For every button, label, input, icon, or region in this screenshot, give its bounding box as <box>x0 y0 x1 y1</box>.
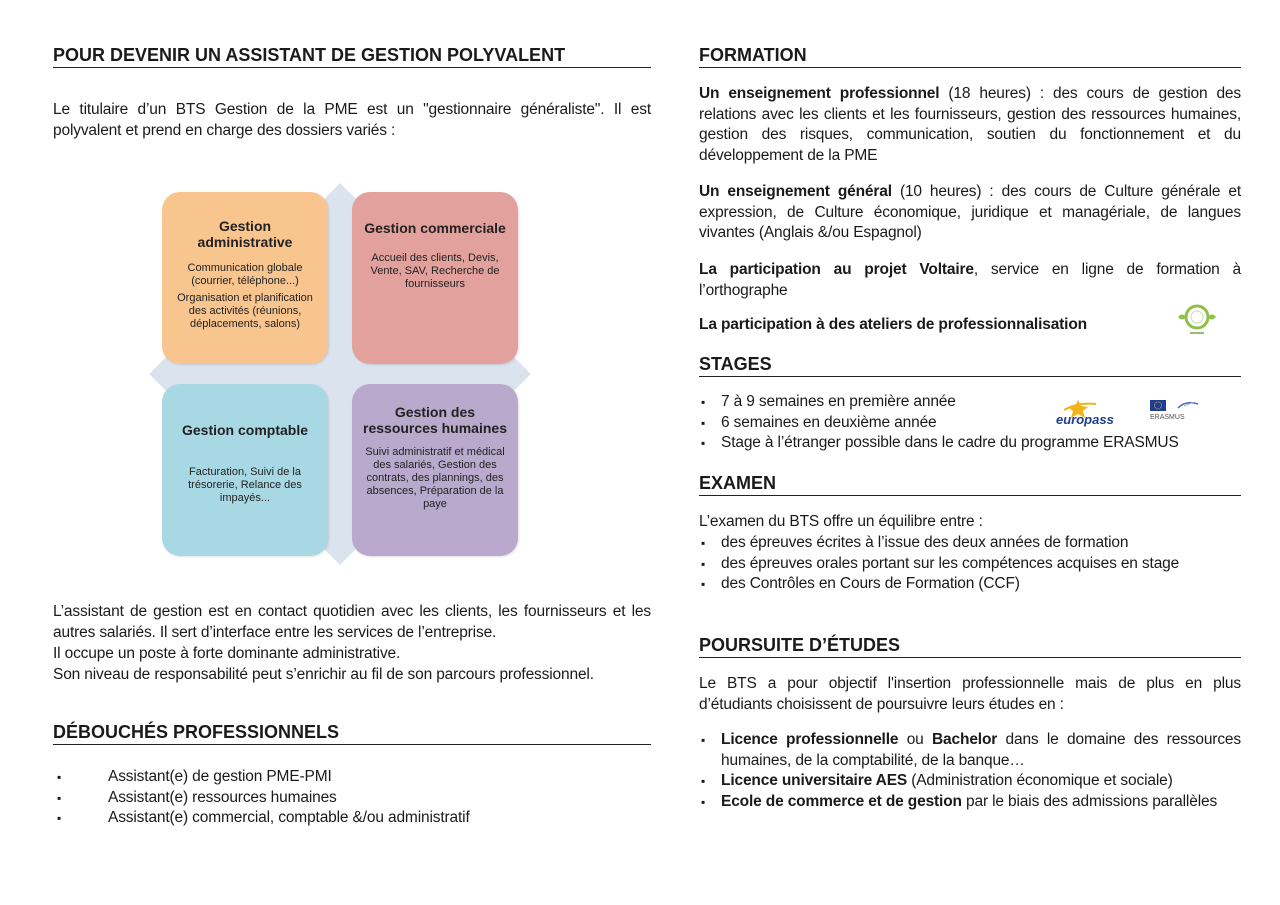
section-title-poursuite: POURSUITE D’ÉTUDES <box>699 634 1241 658</box>
box-title: Gestion des ressources humaines <box>363 404 507 436</box>
europass-logo-icon <box>1052 398 1116 428</box>
list-item <box>699 792 1241 813</box>
debouches-list <box>53 767 651 829</box>
poursuite-list <box>699 730 1241 812</box>
box-text: Accueil des clients, Devis, Vente, SAV, Recherche de fournisseurs <box>370 252 500 290</box>
list-item: ▪ Assistant(e) de gestion PME-PMI <box>53 767 651 788</box>
bachelor-bold: Bachelor <box>932 731 998 748</box>
section-title-devenir: POUR DEVENIR UN ASSISTANT DE GESTION POLYVALENT <box>53 44 651 68</box>
formation-gen-text: (10 heures) : des cours de Culture générale et expression, de Culture économique, juridique et managériale, de langues vivantes (Anglais &/ou Espagnol) <box>699 183 1242 241</box>
box-gestion-rh <box>352 384 518 556</box>
list-item: ▪ Assistant(e) commercial, comptable &/ou administratif <box>53 808 651 829</box>
list-item <box>699 771 1241 792</box>
formation-gen-paragraph <box>699 182 1241 244</box>
section-title-formation: FORMATION <box>699 44 1241 68</box>
formation-pro-bold: Un enseignement professionnel <box>699 85 940 102</box>
box-title: Gestion commerciale <box>364 220 506 236</box>
box-text: Organisation et planification des activités (réunions, déplacements, salons) <box>177 292 313 330</box>
voltaire-bold: La participation au projet Voltaire <box>699 261 974 278</box>
formation-pro-text: (18 heures) : des cours de gestion des relations avec les clients et les fournisseurs, gestion des ressources humaines, gestion des risques, communication, soutien du fonctionnement et du développement de la PME <box>699 85 1241 164</box>
list-item: ▪ 6 semaines en deuxième année <box>699 413 1241 434</box>
licence-pro-bold: Licence professionnelle <box>721 731 899 748</box>
formation-pro-paragraph <box>699 84 1241 166</box>
poursuite-intro: Le BTS a pour objectif l'insertion professionnelle mais de plus en plus d’étudiants choisissent de poursuivre leurs études en : <box>699 675 1241 713</box>
voltaire-paragraph <box>699 260 1241 301</box>
box-text: Communication globale (courrier, téléphone...) <box>187 262 303 287</box>
examen-list <box>699 533 1241 595</box>
box-title: Gestion administrative <box>197 218 293 250</box>
erasmus-logo-icon <box>1150 398 1210 424</box>
list-text: dans le domaine des ressources humaines, de la comptabilité, de la banque… <box>721 731 1241 769</box>
ateliers-paragraph <box>699 315 1241 336</box>
poste-paragraph: Il occupe un poste à forte dominante administrative. <box>53 645 401 662</box>
list-text: ou <box>898 731 933 748</box>
intro-paragraph: Le titulaire d’un BTS Gestion de la PME est un "gestionnaire généraliste". Il est polyvalent et prend en charge des dossiers variés : <box>53 101 651 139</box>
contact-paragraph: L’assistant de gestion est en contact quotidien avec les clients, les fournisseurs et les autres salariés. Il sert d’interface entre les services de l’entreprise. <box>53 603 651 641</box>
list-item: ▪ des épreuves orales portant sur les compétences acquises en stage <box>699 554 1241 575</box>
box-text: Suivi administratif et médical des salariés, Gestion des contrats, des plannings, des absences, Préparation de la paye <box>365 446 505 510</box>
europass-text: europass <box>1056 412 1114 427</box>
examen-intro: L’examen du BTS offre un équilibre entre : <box>699 513 983 530</box>
list-text: par le biais des admissions parallèles <box>961 792 1218 810</box>
niveau-paragraph: Son niveau de responsabilité peut s’enrichir au fil de son parcours professionnel. <box>53 666 594 683</box>
box-gestion-commerciale <box>352 192 518 364</box>
ecole-commerce-bold: Ecole de commerce et de gestion <box>721 792 962 810</box>
ateliers-bold: La participation à des ateliers de professionnalisation <box>699 316 1087 333</box>
list-item: ▪ 7 à 9 semaines en première année <box>699 392 1241 413</box>
list-text: (Administration économique et sociale) <box>907 772 1173 789</box>
list-item: ▪ des épreuves écrites à l’issue des deux années de formation <box>699 533 1241 554</box>
voltaire-logo-icon <box>1172 300 1222 336</box>
box-text: Facturation, Suivi de la trésorerie, Relance des impayés... <box>188 466 302 504</box>
gestion-diagram <box>148 182 532 566</box>
licence-aes-bold: Licence universitaire AES <box>721 772 908 789</box>
erasmus-text: ERASMUS <box>1150 414 1185 421</box>
box-title: Gestion comptable <box>181 422 309 438</box>
formation-gen-bold: Un enseignement général <box>699 183 892 200</box>
section-title-debouches: DÉBOUCHÉS PROFESSIONNELS <box>53 721 651 745</box>
section-title-stages: STAGES <box>699 353 1241 377</box>
section-title-examen: EXAMEN <box>699 472 1241 496</box>
list-item: ▪ Stage à l’étranger possible dans le cadre du programme ERASMUS <box>699 433 1241 454</box>
list-item <box>699 730 1241 771</box>
box-gestion-administrative <box>162 192 328 364</box>
list-item: ▪ Assistant(e) ressources humaines <box>53 788 651 809</box>
list-item: ▪ des Contrôles en Cours de Formation (CCF) <box>699 574 1241 595</box>
voltaire-text: , service en ligne de formation à l’orthographe <box>699 261 1241 299</box>
box-gestion-comptable <box>162 384 328 556</box>
